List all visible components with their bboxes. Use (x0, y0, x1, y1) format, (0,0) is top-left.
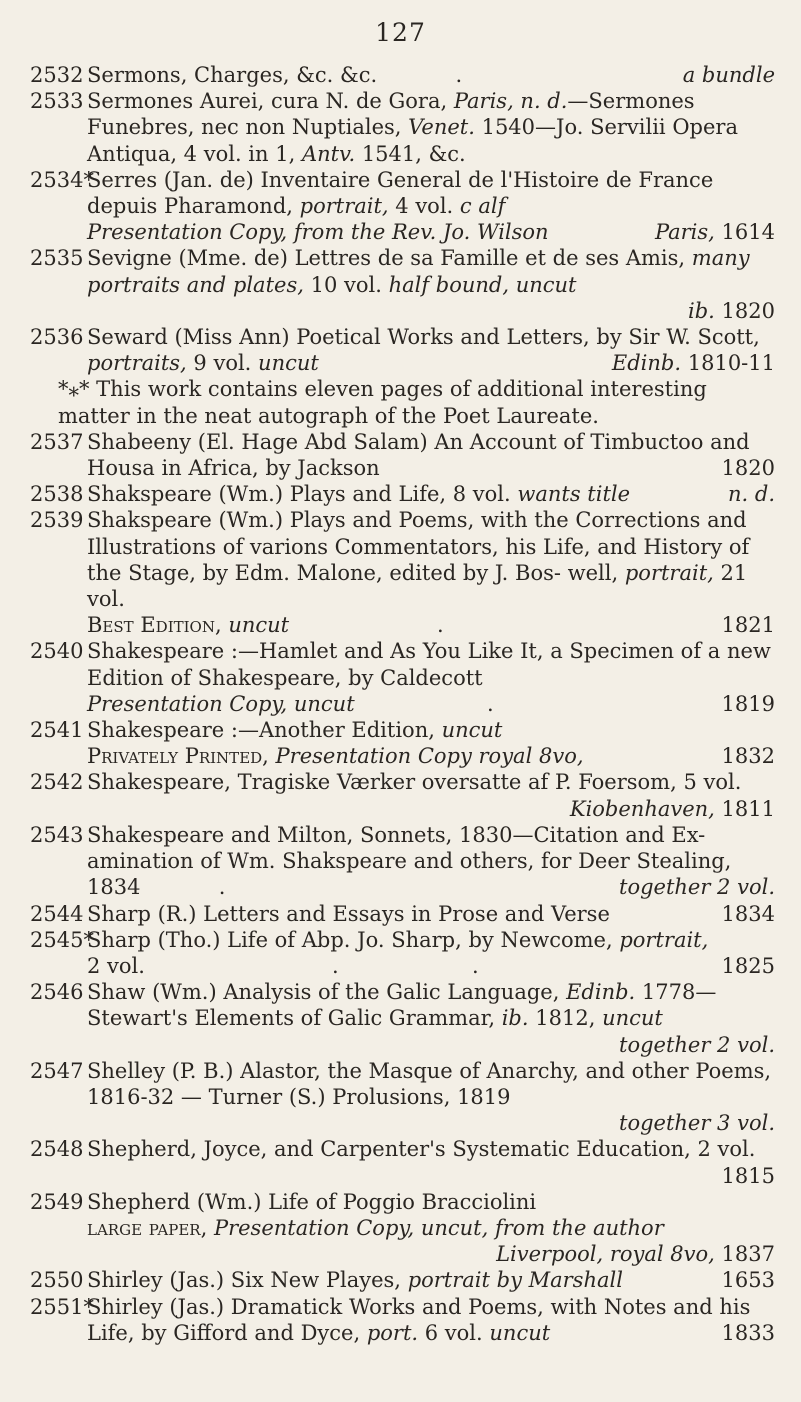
entry-binding: uncut (228, 613, 290, 638)
lot-number: 2537 (30, 429, 84, 454)
entry-2547 (30, 1058, 775, 1137)
lot-number: 2541 (30, 718, 84, 743)
entry-text: 1541, &c. (361, 141, 466, 166)
entry-text: 6 vol. (424, 1320, 483, 1345)
lot-number: 2544 (30, 901, 84, 926)
entry-format: together 3 vol. (619, 1111, 775, 1136)
entry-text: Shakespeare :—Hamlet and As You Like It, a Specimen of a new Edition of Shakespeare, by Caldecott (87, 639, 771, 690)
lot-number: 2538 (30, 482, 84, 507)
lot-number: 2545* (30, 927, 94, 952)
entry-text: 9 vol. (193, 351, 252, 376)
page-number: 127 (375, 18, 426, 47)
lot-number: 2546 (30, 980, 84, 1005)
entry-note: wants title (517, 482, 631, 507)
entry-binding: c alf (459, 194, 506, 219)
entry-text: Shepherd (Wm.) Life of Poggio Bracciolini (87, 1189, 537, 1214)
entry-year: 1832 (721, 744, 775, 769)
note-text: *⁎* This work contains eleven pages of additional interesting matter in the neat autograph of the Poet Laureate. (58, 377, 707, 428)
entry-text: 4 vol. (395, 194, 454, 219)
lot-number: 2532 (30, 63, 84, 87)
leader: . (218, 875, 226, 900)
entry-place: Kiobenhaven, (569, 796, 715, 821)
lot-number: 2549 (30, 1189, 84, 1214)
entry-text: Sermones Aurei, cura N. de Gora, (87, 89, 448, 114)
entry-binding: half bound, uncut (388, 272, 577, 297)
entry-binding: uncut (441, 718, 503, 743)
lot-number: 2533 (30, 89, 84, 114)
entry-2543 (30, 822, 775, 901)
entry-year: 1821 (721, 613, 775, 638)
entry-note-2536 (30, 376, 775, 428)
entry-year: 1819 (721, 691, 775, 716)
entry-text: Sermons, Charges, &c. &c. (87, 63, 378, 87)
entry-year: 1820 (721, 456, 775, 481)
entry-2548 (30, 1136, 775, 1188)
entry-note: portraits, (87, 351, 187, 376)
lot-number: 2548 (30, 1137, 84, 1162)
leader: . (455, 63, 463, 87)
entry-2551 (30, 1294, 775, 1346)
entry-binding: uncut (489, 1320, 551, 1345)
entry-place: Paris, n. d. (453, 89, 568, 114)
entry-2532 (30, 62, 775, 88)
entry-text: Sevigne (Mme. de) Lettres de sa Famille et de ses Amis, (87, 246, 686, 271)
entry-text: Shakespeare and Milton, Sonnets, 1830—Citation and Ex- amination of Wm. Shakspeare and others, for Deer Stealing, 1834 (87, 822, 732, 900)
entry-text: Sharp (R.) Letters and Essays in Prose and Verse (87, 901, 610, 926)
entry-year: 1812, (535, 1006, 596, 1031)
entry-provenance: Presentation Copy, uncut (87, 691, 355, 716)
leader: . (487, 691, 494, 716)
entry-provenance: Presentation Copy royal 8vo, (275, 744, 584, 769)
entry-note: portrait, (624, 560, 714, 585)
entry-text: Shakspeare (Wm.) Plays and Poems, with the Corrections and Illustrations of varions Commentators, his Life, and History of the Stage, by Edm. Malone, edited by J. Bos- well, (87, 508, 750, 585)
entry-note: port. (366, 1320, 419, 1345)
entry-text: Shakespeare :—Another Edition, (87, 718, 435, 743)
entry-text: 2 vol. (87, 953, 145, 978)
entry-binding: uncut (602, 1006, 663, 1031)
entry-place: Liverpool, royal 8vo, (496, 1242, 715, 1267)
entry-2542 (30, 769, 775, 821)
entry-year: 1810-11 (687, 351, 775, 376)
entry-year: 1811 (721, 796, 775, 821)
entry-binding: uncut (258, 351, 319, 376)
entry-text: Shabeeny (El. Hage Abd Salam) An Account of Timbuctoo and Housa in Africa, by Jackson (87, 429, 750, 481)
entry-text: Seward (Miss Ann) Poetical Works and Letters, by Sir W. Scott, (87, 325, 760, 350)
lot-number: 2547 (30, 1058, 84, 1083)
entry-2533 (30, 88, 775, 167)
entry-year: 1833 (721, 1320, 775, 1345)
entry-place: Paris, (654, 220, 715, 245)
entry-text: Shaw (Wm.) Analysis of the Galic Language, (87, 980, 560, 1005)
entry-text: 10 vol. (310, 272, 382, 297)
entry-edition: large paper, (87, 1215, 208, 1240)
entry-place: ib. (688, 298, 715, 323)
entry-year: 1820 (721, 298, 775, 323)
entry-note: portrait by Marshall (407, 1268, 623, 1293)
entry-provenance: Presentation Copy, uncut, from the author (213, 1215, 664, 1240)
lot-number: 2551* (30, 1294, 94, 1319)
entry-year: 1815 (721, 1163, 775, 1188)
entry-2540 (30, 638, 775, 717)
entry-2535 (30, 245, 775, 324)
entry-2549 (30, 1189, 775, 1268)
entry-text: Shirley (Jas.) Dramatick Works and Poems, with Notes and his Life, by Gifford and Dyce, (87, 1294, 751, 1345)
entry-format: a bundle (682, 63, 775, 87)
entry-note: many portraits and plates, (87, 246, 750, 297)
entry-place: Antv. (301, 141, 356, 166)
entry-text: Shakespeare, Tragiske Værker oversatte af P. Foersom, 5 vol. (87, 770, 742, 795)
entry-2544 (30, 901, 775, 927)
entry-place: ib. (501, 1006, 529, 1031)
lot-number: 2542 (30, 770, 84, 795)
entry-text: Sharp (Tho.) Life of Abp. Jo. Sharp, by Newcome, (87, 927, 613, 952)
lot-number: 2535 (30, 246, 84, 271)
entry-year: 1834 (721, 901, 775, 926)
entry-place: Edinb. (611, 351, 682, 376)
lot-number: 2543 (30, 822, 84, 847)
entry-text: Serres (Jan. de) Inventaire General de l'Histoire de France depuis Pharamond, (87, 167, 714, 219)
entry-2541 (30, 717, 775, 769)
catalogue-entries (30, 62, 775, 1346)
entry-edition: Privately Printed, (87, 744, 269, 769)
lot-number: 2540 (30, 639, 84, 664)
leader: . (437, 613, 444, 638)
entry-2545 (30, 927, 775, 979)
entry-date: n. d. (728, 482, 775, 507)
entry-year: 1825 (721, 953, 775, 978)
entry-2534 (30, 167, 775, 246)
lot-number: 2536 (30, 325, 84, 350)
entry-text: —Sermones Funebres, nec non Nuptiales, (87, 89, 695, 140)
entry-format: together 2 vol. (619, 1032, 775, 1057)
entry-text: Shelley (P. B.) Alastor, the Masque of Anarchy, and other Poems, 1816-32 — Turner (S.) Prolusions, 1819 (87, 1058, 772, 1109)
lot-number: 2539 (30, 508, 84, 533)
entry-edition: Best Edition, (87, 613, 222, 638)
entry-text: Shirley (Jas.) Six New Playes, (87, 1268, 401, 1293)
lot-number: 2550 (30, 1268, 84, 1293)
entry-provenance: Presentation Copy, from the Rev. Jo. Wilson (87, 220, 549, 245)
leader: . (332, 953, 339, 978)
entry-2546 (30, 979, 775, 1058)
entry-note: portrait, (299, 194, 389, 219)
entry-place: Venet. (408, 115, 475, 140)
entry-text: 1778— Stewart's Elements of Galic Grammar, (87, 980, 717, 1031)
leader: . (472, 953, 479, 978)
entry-text: Shepherd, Joyce, and Carpenter's Systematic Education, 2 vol. (87, 1137, 756, 1162)
entry-note: portrait, (619, 927, 709, 952)
entry-year: 1614 (721, 220, 775, 245)
entry-2550 (30, 1267, 775, 1293)
entry-2537 (30, 429, 775, 481)
entry-text: Shakspeare (Wm.) Plays and Life, 8 vol. (87, 482, 511, 507)
entry-text: 1540—Jo. Servilii Opera Antiqua, 4 vol. in 1, (87, 115, 738, 166)
entry-format: together 2 vol. (619, 875, 775, 900)
entry-year: 1837 (721, 1242, 775, 1267)
entry-2538 (30, 481, 775, 507)
entry-place: Edinb. (566, 980, 636, 1005)
entry-2539 (30, 507, 775, 638)
entry-text: 21 vol. (87, 560, 748, 612)
entry-2536 (30, 324, 775, 376)
lot-number: 2534* (30, 167, 94, 192)
entry-year: 1653 (721, 1268, 775, 1293)
